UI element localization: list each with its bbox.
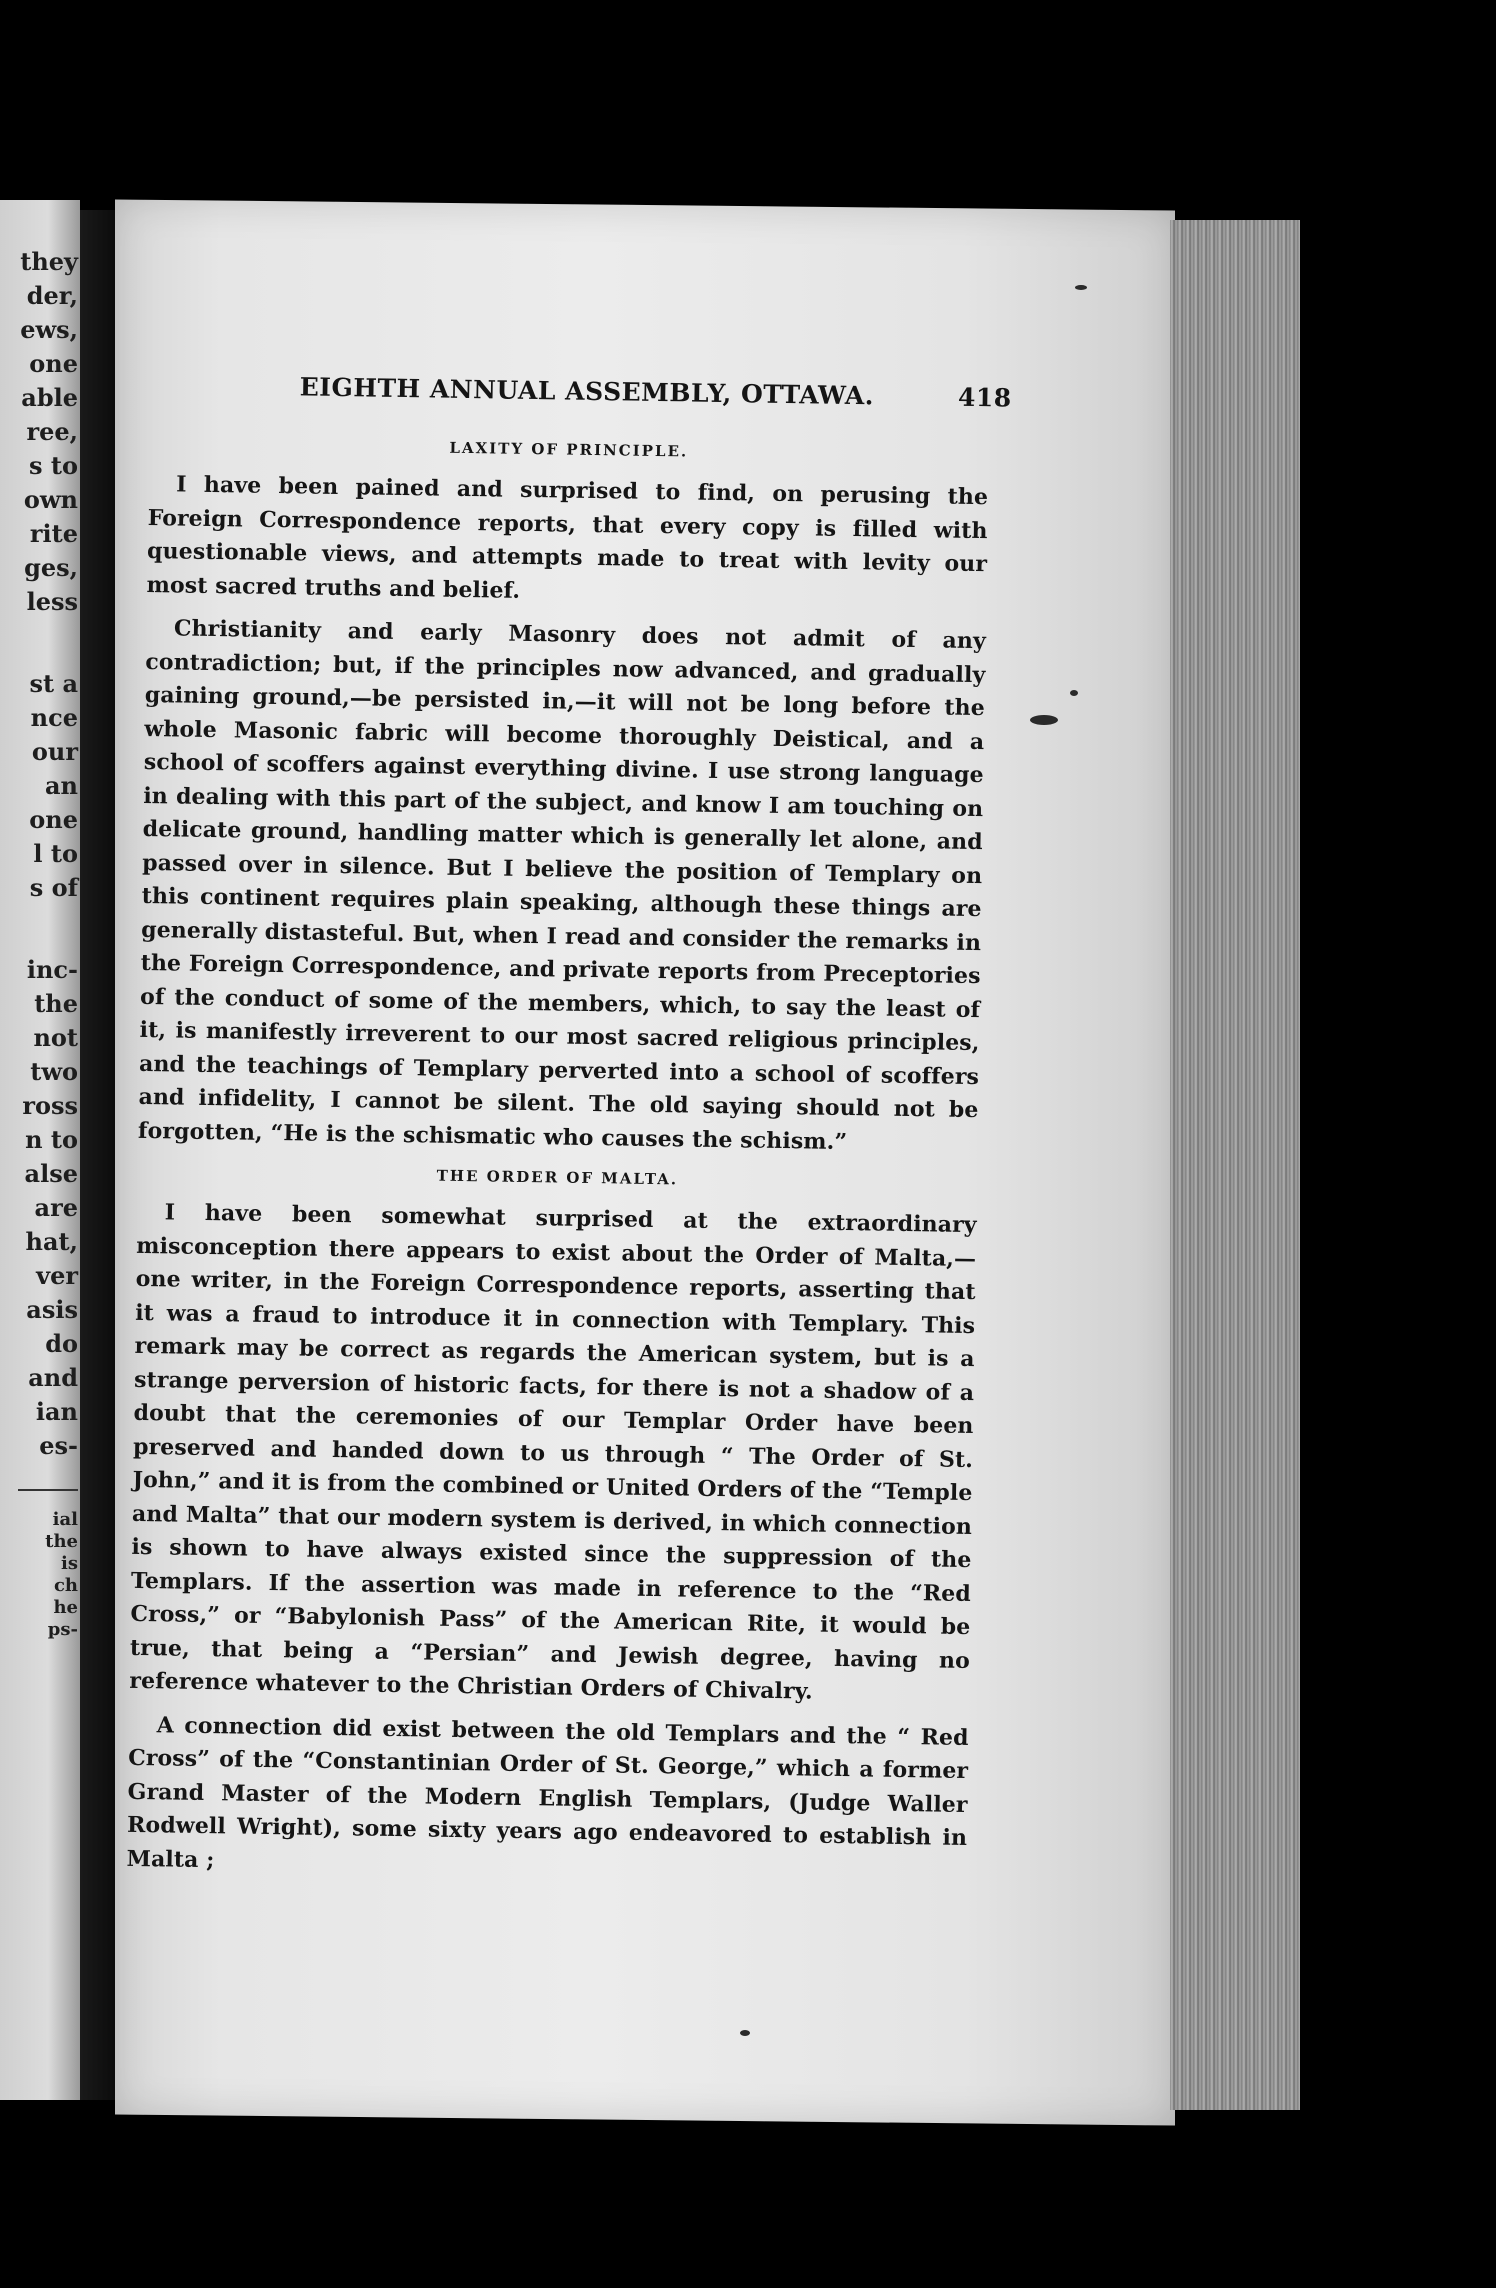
left-page-fragment: alse xyxy=(24,1159,78,1188)
scan-speck xyxy=(1070,690,1078,696)
left-page-fragment: own xyxy=(23,485,78,514)
footnote-rule xyxy=(18,1489,78,1491)
book-gutter xyxy=(80,210,120,2100)
scan-speck xyxy=(1030,715,1058,725)
scan-speck xyxy=(740,2030,750,2036)
section-heading-malta: THE ORDER OF MALTA. xyxy=(436,1166,679,1189)
left-page-fragment: ch xyxy=(53,1575,78,1596)
left-page-fragment: rite xyxy=(29,519,78,548)
left-page-fragment: less xyxy=(26,587,78,616)
left-page-fragment: ver xyxy=(36,1261,78,1290)
page-content xyxy=(126,370,1012,1899)
left-page-fragment: the xyxy=(34,989,78,1018)
left-page-fragment: able xyxy=(21,383,78,412)
paragraph: A connection did exist between the old Templars and the “ Red Cross” of the “Constantinian Order of St. George,” which a former Grand Master of the Modern English Templars, (Judge Waller Rodwell Wright), some sixty years ago endeavored to establish in Malta ; xyxy=(126,1711,969,1873)
left-page-text-fragments xyxy=(0,245,78,1641)
left-page-fragment: one xyxy=(29,349,78,378)
left-page-fragment: hat, xyxy=(25,1227,78,1256)
left-page-fragment: s to xyxy=(29,451,78,480)
left-page-fragment: ps- xyxy=(47,1619,78,1640)
page-number: 418 xyxy=(957,382,1012,413)
left-page-fragment: der, xyxy=(26,281,78,310)
section-heading-laxity: LAXITY OF PRINCIPLE. xyxy=(449,438,689,461)
left-page-fragment: they xyxy=(20,247,78,276)
scan-speck xyxy=(1075,285,1087,290)
left-page-fragment: es- xyxy=(39,1431,78,1460)
paragraph: I have been pained and surprised to find, on perusing the Foreign Correspondence reports, that every copy is filled with questionable views, and attempts made to treat with levity our most sacred truths and belief. xyxy=(146,471,989,604)
paragraph: I have been somewhat surprised at the extraordinary misconception there appears to exist about the Order of Malta,—one writer, in the Foreign Correspondence reports, asserting that it was a fraud to introduce it in connection with Templary. This remark may be correct as regards the American system, but is a strange perversion of historic facts, for there is not a shadow of a doubt that the ceremonies of our Templar Order have been preserved and handed down to us through “ The Order of St. John,” and it is from the combined or United Orders of the “Temple and Malta” that our modern system is derived, in which connection is shown to have always existed since the suppression of the Templars. If the assertion was made in reference to the “Red Cross,” or “Babylonish Pass” of the American Rite, it would be true, that being a “Persian” and Jewish degree, having no reference whatever to the Christian Orders of Chivalry. xyxy=(129,1199,977,1705)
left-page-fragment: an xyxy=(45,771,78,800)
left-page-fragment: asis xyxy=(26,1295,78,1324)
left-page-fragment: the xyxy=(45,1531,78,1552)
left-page-fragment: and xyxy=(28,1363,78,1392)
left-page-fragment: ews, xyxy=(20,315,78,344)
left-page-fragment: two xyxy=(30,1057,78,1086)
left-page-fragment: are xyxy=(34,1193,78,1222)
left-page-fragment: ross xyxy=(22,1091,78,1120)
left-page-fragment: he xyxy=(53,1597,78,1618)
paragraph-gap xyxy=(0,619,78,667)
left-page-fragment: do xyxy=(45,1329,78,1358)
left-page-fragment: s of xyxy=(29,873,78,902)
left-page-fragment: is xyxy=(61,1553,78,1574)
left-page-fragment: ian xyxy=(35,1397,78,1426)
left-page-fragment: inc- xyxy=(26,955,78,984)
paragraph: Christianity and early Masonry does not admit of any contradiction; but, if the principles now advanced, and gradually gaining ground,—be persisted in,—it will not be long before the whole Masonic fabric will become thoroughly Deistical, and a school of scoffers against everything divine. I use strong language in dealing with this part of the subject, and know I am touching on delicate ground, handling matter which is generally let alone, and passed over in silence. But I believe the position of Templary on this continent requires plain speaking, although these things are generally distasteful. But, when I read and consider the remarks in the Foreign Correspondence, and private reports from Preceptories of the conduct of some of the members, which, to say the least of it, is manifestly irreverent to our most sacred religious principles, and the teachings of Templary perverted into a school of scoffers and infidelity, I cannot be silent. The old saying should not be forgotten, “He is the schismatic who causes the schism.” xyxy=(137,615,987,1155)
left-page-fragment: ges, xyxy=(24,553,78,582)
left-page-fragment: one xyxy=(29,805,78,834)
left-page-fragment: ree, xyxy=(26,417,78,446)
running-head-title: EIGHTH ANNUAL ASSEMBLY, OTTAWA. xyxy=(299,372,875,411)
left-page-fragment: ial xyxy=(52,1509,78,1530)
left-page-fragment: st a xyxy=(29,669,78,698)
page-edges xyxy=(1170,220,1300,2110)
left-page-fragment: n to xyxy=(25,1125,78,1154)
left-page-fragment: l to xyxy=(33,839,78,868)
paragraph-gap xyxy=(0,905,78,953)
left-page-fragment: nce xyxy=(30,703,78,732)
left-page-fragment: our xyxy=(31,737,78,766)
left-page-fragment: not xyxy=(33,1023,78,1052)
